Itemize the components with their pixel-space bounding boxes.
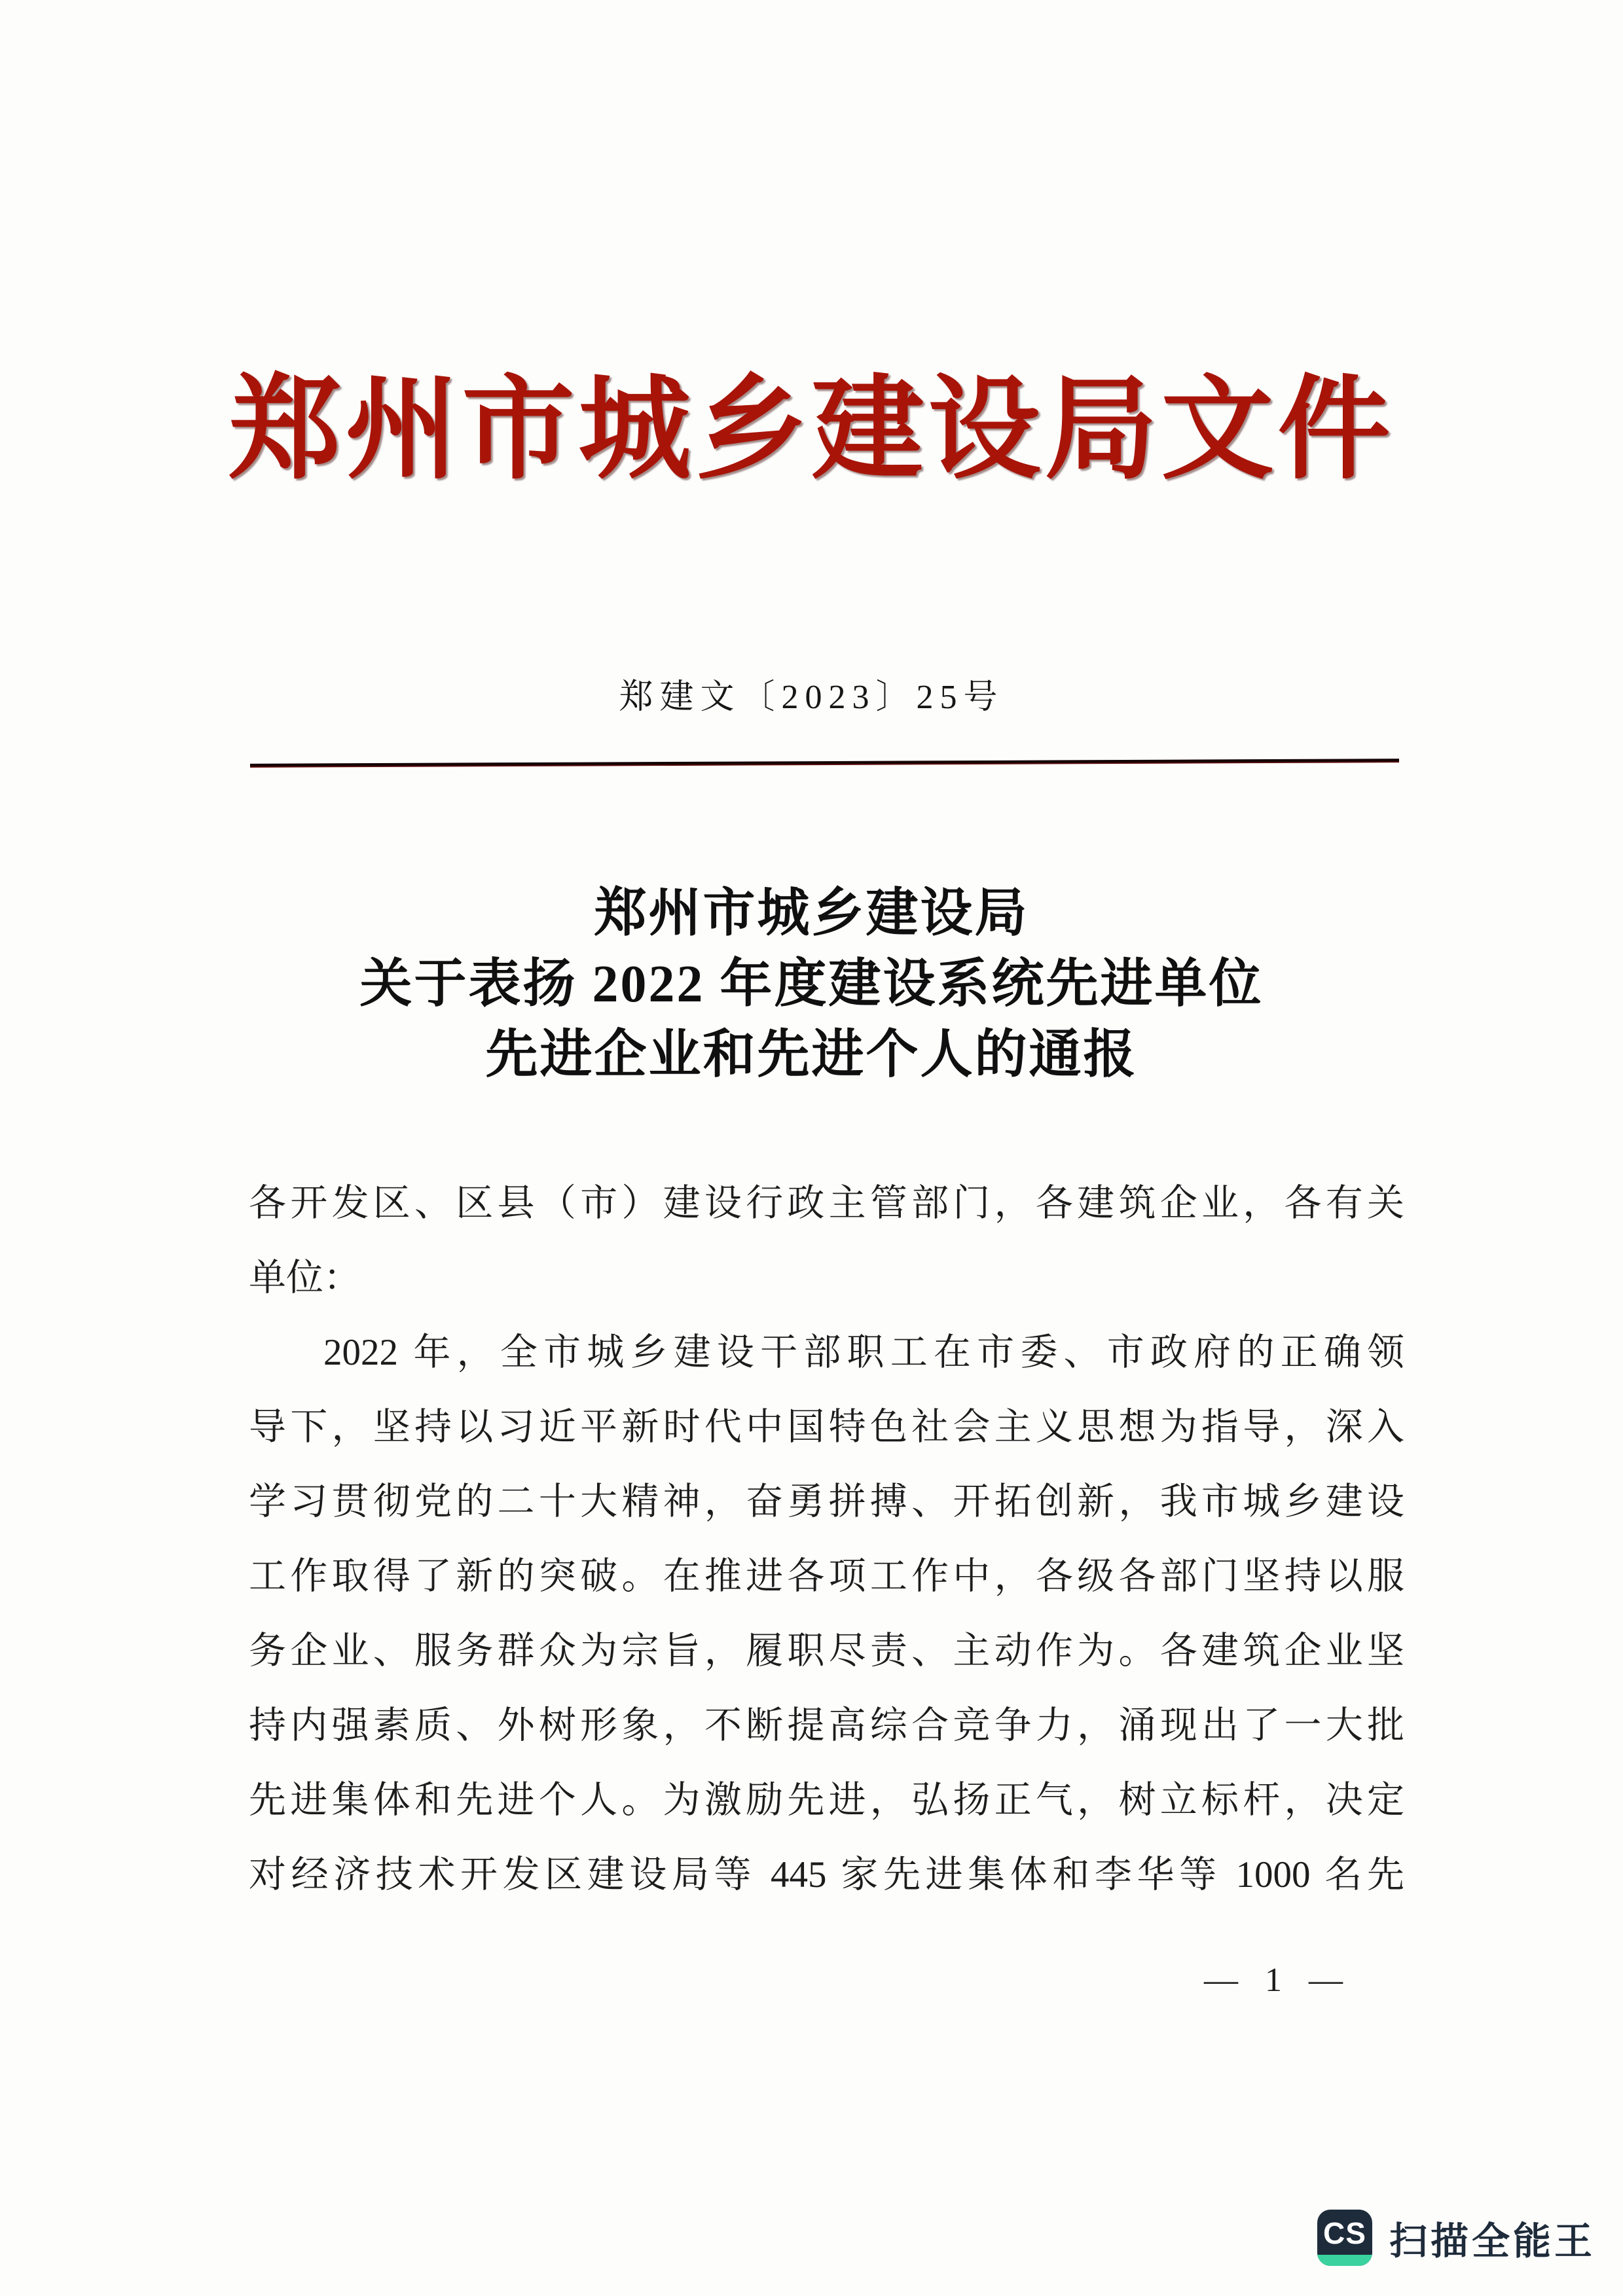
body-line: 学习贯彻党的二十大精神，奋勇拼搏、开拓创新，我市城乡建设	[249, 1481, 1404, 1522]
red-separator-line	[250, 759, 1399, 768]
body-line: 各开发区、区县（市）建设行政主管部门，各建筑企业，各有关	[249, 1183, 1404, 1224]
document-title-line-2: 关于表扬 2022 年度建设系统先进单位	[359, 956, 1264, 1013]
camscanner-logo-icon	[1317, 2210, 1372, 2266]
document-number: 郑建文〔2023〕25号	[619, 679, 1004, 716]
body-line: 先进集体和先进个人。为激励先进，弘扬正气，树立标杆，决定	[249, 1780, 1404, 1821]
body-line: 务企业、服务群众为宗旨，履职尽责、主动作为。各建筑企业坚	[249, 1630, 1404, 1672]
document-title	[0, 878, 1623, 1090]
body-line: 导下，坚持以习近平新时代中国特色社会主义思想为指导，深入	[249, 1407, 1404, 1448]
camscanner-app-name: 扫描全能王	[1389, 2220, 1596, 2263]
body-line: 对经济技术开发区建设局等 445 家先进集体和李华等 1000 名先	[249, 1854, 1404, 1895]
camscanner-watermark	[1317, 2210, 1596, 2266]
body-line: 工作取得了新的突破。在推进各项工作中，各级各部门坚持以服	[249, 1556, 1404, 1597]
body-line: 单位：	[249, 1257, 361, 1299]
camscanner-logo-text: CS	[1323, 2216, 1366, 2250]
document-title-line-1: 郑州市城乡建设局	[594, 885, 1029, 942]
document-header-title: 郑州市城乡建设局文件	[228, 368, 1395, 493]
page-number: — 1 —	[1204, 1962, 1352, 1999]
document-body	[249, 1166, 1404, 1912]
document-title-line-3: 先进企业和先进个人的通报	[485, 1026, 1138, 1084]
body-line: 2022 年，全市城乡建设干部职工在市委、市政府的正确领	[323, 1332, 1404, 1373]
body-line: 持内强素质、外树形象，不断提高综合竞争力，涌现出了一大批	[249, 1705, 1404, 1746]
camscanner-logo-accent-bar	[1317, 2255, 1372, 2266]
